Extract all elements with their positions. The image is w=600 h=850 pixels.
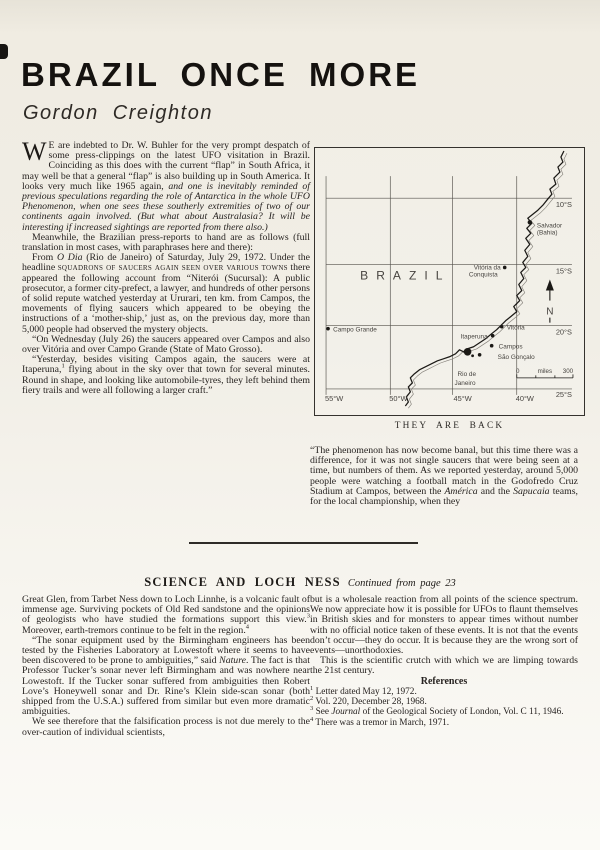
longitude-label: 40°W: [515, 393, 534, 403]
scan-artifact-mark: [0, 44, 8, 59]
section2-title: SCIENCE AND LOCH NESS: [144, 575, 341, 589]
city-dots: [326, 220, 532, 357]
scale-zero-label: 0: [516, 367, 520, 375]
reference-item: $^4$ There was a tremor in March, 1971.: [310, 715, 450, 728]
reference-item: $^1$ Letter dated May 12, 1972.: [310, 684, 417, 697]
references-heading: References: [420, 675, 468, 687]
north-arrow: [546, 279, 554, 322]
brazil-map-svg: [315, 148, 584, 415]
city-dot: [478, 353, 482, 357]
city-label: Salvador: [536, 222, 563, 230]
reference-item: $^3$ See Journal of the Geological Society of London, Vol. C 11, 1946.: [310, 705, 564, 718]
city-label: Vitória da: [473, 264, 501, 272]
article1-right-column: [310, 446, 578, 507]
city-label: Itaperuna: [460, 333, 488, 341]
city-dot: [326, 327, 330, 331]
longitude-label: 50°W: [389, 393, 408, 403]
paragraph: Great Glen, from Tarbet Ness down to Loch Linnhe, is a volcanic fault of immense age. Surviving pockets of Old Red sandstone and the opinions of geologists who have studied the formations support this view.$^3$ Moreover, earth-tremors continue to be felt in the region.$^4$: [22, 594, 310, 636]
city-dot: [490, 344, 494, 348]
city-label: Vitória: [506, 324, 525, 332]
paragraph: “The phenomenon has now become banal, but this time there was a difference, for it was not single saucers that were being seen at a time, but numbers of them. As we reported yesterday, around 5,000 people were watching a football match in the Godofredo Cruz Stadium at Campos, between the América and the Sapucaia teams, for the local championship, when they: [310, 445, 578, 508]
article-byline: Gordon Creighton: [23, 102, 213, 124]
scale-bar: [516, 368, 574, 378]
longitude-label: 55°W: [325, 393, 344, 403]
city-labels: [333, 222, 563, 387]
city-label: Rio de: [457, 370, 477, 378]
city-dot: [528, 220, 532, 224]
article2-left-column: [22, 595, 310, 738]
city-dot: [464, 348, 472, 356]
longitude-label: 45°W: [453, 393, 472, 403]
city-dot: [491, 334, 495, 338]
latitude-label: 20°S: [555, 327, 572, 337]
scale-unit-label: miles: [537, 367, 553, 375]
paragraph: This is the scientific crutch with which we are limping towards the 21st century.: [310, 655, 578, 677]
paragraph: but is a wholesale reaction from all points of the science spectrum. We now appreciate how it is possible for UFOs to flaunt themselves in British skies and for monsters to appear times without number with no official notice taken of these events. It is not that the events don’t occur—they do occur. It is because they are the wrong sort of events—unorthodoxies.: [310, 594, 578, 657]
latitude-label: 15°S: [555, 266, 572, 276]
map-caption: THEY ARE BACK: [394, 421, 505, 431]
latitude-label: 10°S: [555, 200, 572, 210]
city-label: Campos: [498, 343, 523, 351]
paragraph: From O Dia (Rio de Janeiro) of Saturday, July 29, 1972. Under the headline squadrons of saucers again seen over various towns there appeared the following account from “Niterói (Sucursal): A public prosecutor, a former city-prefect, a lawyer, and hundreds of other persons of solid repute watched yesterday at Ururari, ten km. from Campos, the movements of flying saucers which appeared to be obeying the instructions of a ‘mother-ship,’ just as, on the previous day, more than 5,000 people had observed the mystery objects.: [22, 252, 310, 335]
article-title: BRAZIL ONCE MORE: [21, 56, 421, 93]
brazil-map-figure: [314, 147, 585, 416]
city-label: São Gonçalo: [497, 353, 535, 361]
city-dot: [503, 266, 507, 270]
latitude-label: 25°S: [555, 389, 572, 399]
article1-left-column: [22, 137, 310, 396]
article2-right-column: [310, 595, 578, 728]
section-divider: [189, 542, 418, 544]
reference-item: $^2$ Vol. 220, December 28, 1968.: [310, 695, 427, 708]
coordinate-labels: [325, 200, 572, 403]
city-label: (Bahia): [536, 229, 558, 237]
city-label: Janeiro: [454, 379, 476, 387]
map-grid-lines: [326, 176, 572, 395]
scale-max-label: 300: [562, 367, 574, 375]
north-arrow-label: N: [546, 306, 554, 318]
paragraph: W E are indebted to Dr. W. Buhler for the very prompt despatch of some press-clippings on the latest UFO visitation in Brazil. Coinciding as this does with the current “flap” in South Africa, it may well be that a general “flap” is also building up in South America. It looks very much like 1965 again, and one is inevitably reminded of previous speculations regarding the role of Antarctica in the whole UFO Phenomenon, when one sees these southerly extremities of two of our continents again involved. (But what about Australasia? It will be interesting if increased sightings are reported from there also.): [22, 137, 310, 233]
section2-heading: [0, 570, 600, 592]
country-label: BRAZIL: [360, 268, 451, 283]
section2-continued-note: Continued from page 23: [347, 578, 456, 589]
paragraph: “On Wednesday (July 26) the saucers appeared over Campos and also over Vitória and over Campo Grande (State of Mato Grosso).: [22, 333, 310, 356]
paragraph: We see therefore that the falsification process is not due merely to the over-caution of individual scientists,: [22, 716, 310, 738]
paragraph: Meanwhile, the Brazilian press-reports to hand are as follows (full translation in most cases, with paraphrases here and there):: [22, 231, 310, 254]
paragraph: “Yesterday, besides visiting Campos again, the saucers were at Itaperuna,$^1$ flying about in the sky over that town for several minutes. Round in shape, and looking like automobile-tyres, they left behind them fiery trails and were all following a larger craft.”: [22, 354, 310, 396]
city-label: Campo Grande: [333, 326, 377, 334]
city-dot: [471, 354, 474, 357]
city-label: Conquista: [468, 271, 498, 279]
city-dot: [500, 325, 504, 329]
paragraph: “The sonar equipment used by the Birmingham engineers has been tested by the Fisheries Laboratory at Lowestoft where it seems to have been discovered to be prone to ambiguities,” said Nature. The fact is that Professor Tucker’s sonar never left Birmingham and was nowhere near Lowestoft. If the Tucker sonar suffered from ambiguities then Robert Love’s Honeywell sonar and Dr. Rine’s Klein side-scan sonar (both shipped from the U.S.A.) suffered from similar but even more dramatic ambiguities.: [22, 634, 310, 718]
